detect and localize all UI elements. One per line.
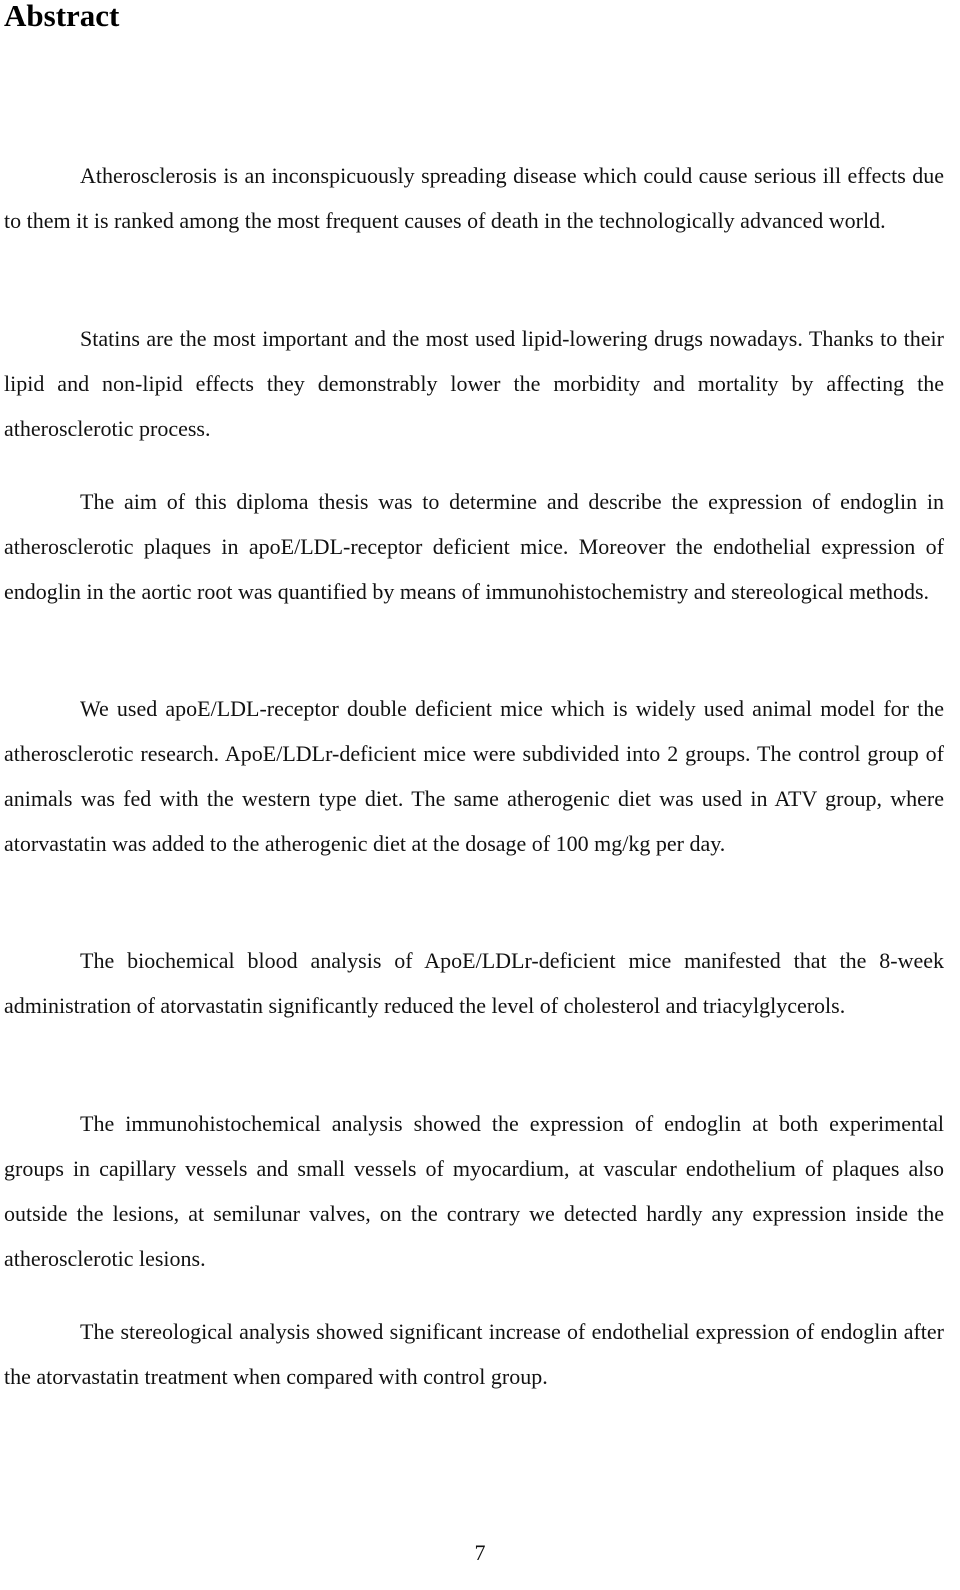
abstract-paragraph-2: Statins are the most important and the most used lipid-lowering drugs nowadays. Thanks to their lipid and non-lipid effects they demonstrably lower the morbidity and mortality by affecting the atherosclerotic process. bbox=[4, 326, 944, 441]
abstract-heading: Abstract bbox=[4, 0, 120, 33]
abstract-paragraph-7: The stereological analysis showed significant increase of endothelial expression of endoglin after the atorvastatin treatment when compared with control group. bbox=[4, 1319, 944, 1389]
abstract-paragraph-3: The aim of this diploma thesis was to determine and describe the expression of endoglin in atherosclerotic plaques in apoE/LDL-receptor deficient mice. Moreover the endothelial expression of endoglin in the aortic root was quantified by means of immunohistochemistry and stereological methods. bbox=[4, 489, 944, 604]
abstract-paragraph-1: Atherosclerosis is an inconspicuously spreading disease which could cause serious ill effects due to them it is ranked among the most frequent causes of death in the technologically advanced world. bbox=[4, 163, 944, 233]
page-number: 7 bbox=[474, 1540, 486, 1565]
abstract-paragraph-5: The biochemical blood analysis of ApoE/LDLr-deficient mice manifested that the 8-week administration of atorvastatin significantly reduced the level of cholesterol and triacylglycerols. bbox=[4, 948, 944, 1018]
abstract-paragraph-4: We used apoE/LDL-receptor double deficient mice which is widely used animal model for the atherosclerotic research. ApoE/LDLr-deficient mice were subdivided into 2 groups. The control group of animals was fed with the western type diet. The same atherogenic diet was used in ATV group, where atorvastatin was added to the atherogenic diet at the dosage of 100 mg/kg per day. bbox=[4, 696, 944, 856]
abstract-paragraph-6: The immunohistochemical analysis showed the expression of endoglin at both experimental groups in capillary vessels and small vessels of myocardium, at vascular endothelium of plaques also outside the lesions, at semilunar valves, on the contrary we detected hardly any expression inside the atherosclerotic lesions. bbox=[4, 1111, 944, 1271]
